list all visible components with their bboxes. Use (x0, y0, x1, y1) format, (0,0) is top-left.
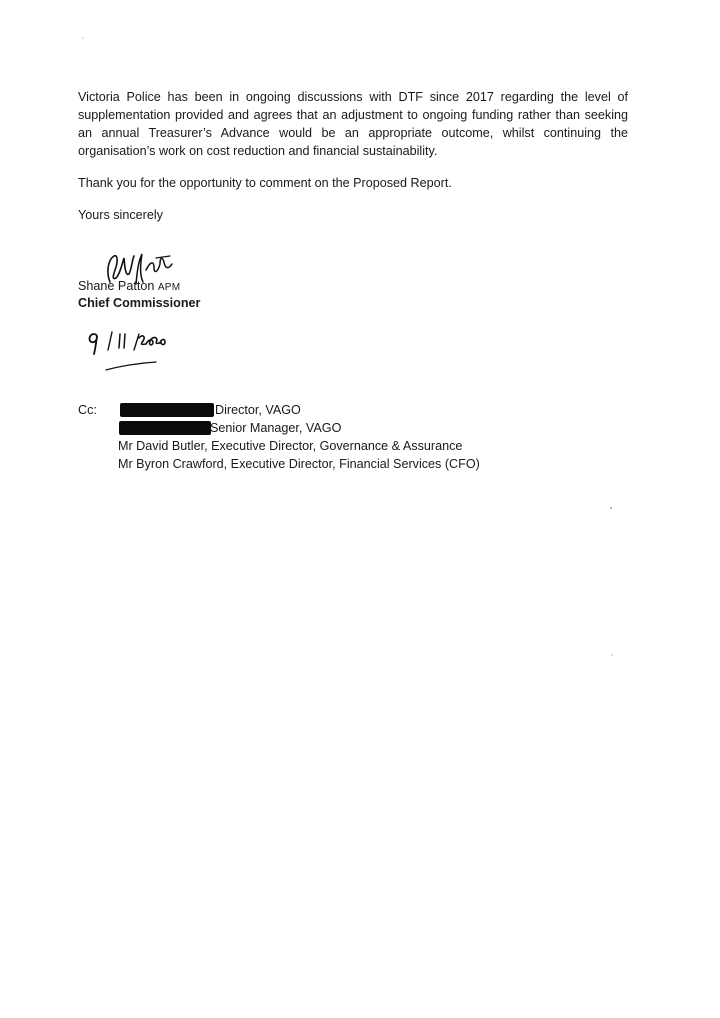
cc-recipient: Senior Manager, VAGO (210, 421, 342, 435)
redaction-bar (119, 421, 211, 435)
body-paragraph-funding: Victoria Police has been in ongoing discussions with DTF since 2017 regarding the level of supplementation provided and agrees that an adjustment to ongoing funding rather than seeking an annual Treasurer’s Advance would be an appropriate outcome, whilst continuing the organisation’s work on cost reduction and financial sustainability. (78, 90, 628, 158)
signatory-name-text: Shane Patton (78, 279, 155, 293)
cc-recipient: Mr David Butler, Executive Director, Governance & Assurance (118, 439, 463, 453)
cc-recipient: Director, VAGO (215, 403, 301, 417)
scan-speck (611, 654, 613, 656)
signatory-postnominal: APM (157, 282, 181, 293)
signatory-title: Chief Commissioner (78, 296, 201, 310)
redaction-bar (120, 403, 214, 417)
cc-label: Cc: (78, 403, 97, 417)
handwritten-date (84, 328, 174, 374)
cc-recipient: Mr Byron Crawford, Executive Director, Financial Services (CFO) (118, 457, 480, 471)
scan-speck (610, 507, 612, 509)
body-paragraph-thanks: Thank you for the opportunity to comment on the Proposed Report. (78, 176, 452, 190)
closing-salutation: Yours sincerely (78, 208, 163, 222)
scan-speck (82, 37, 84, 39)
